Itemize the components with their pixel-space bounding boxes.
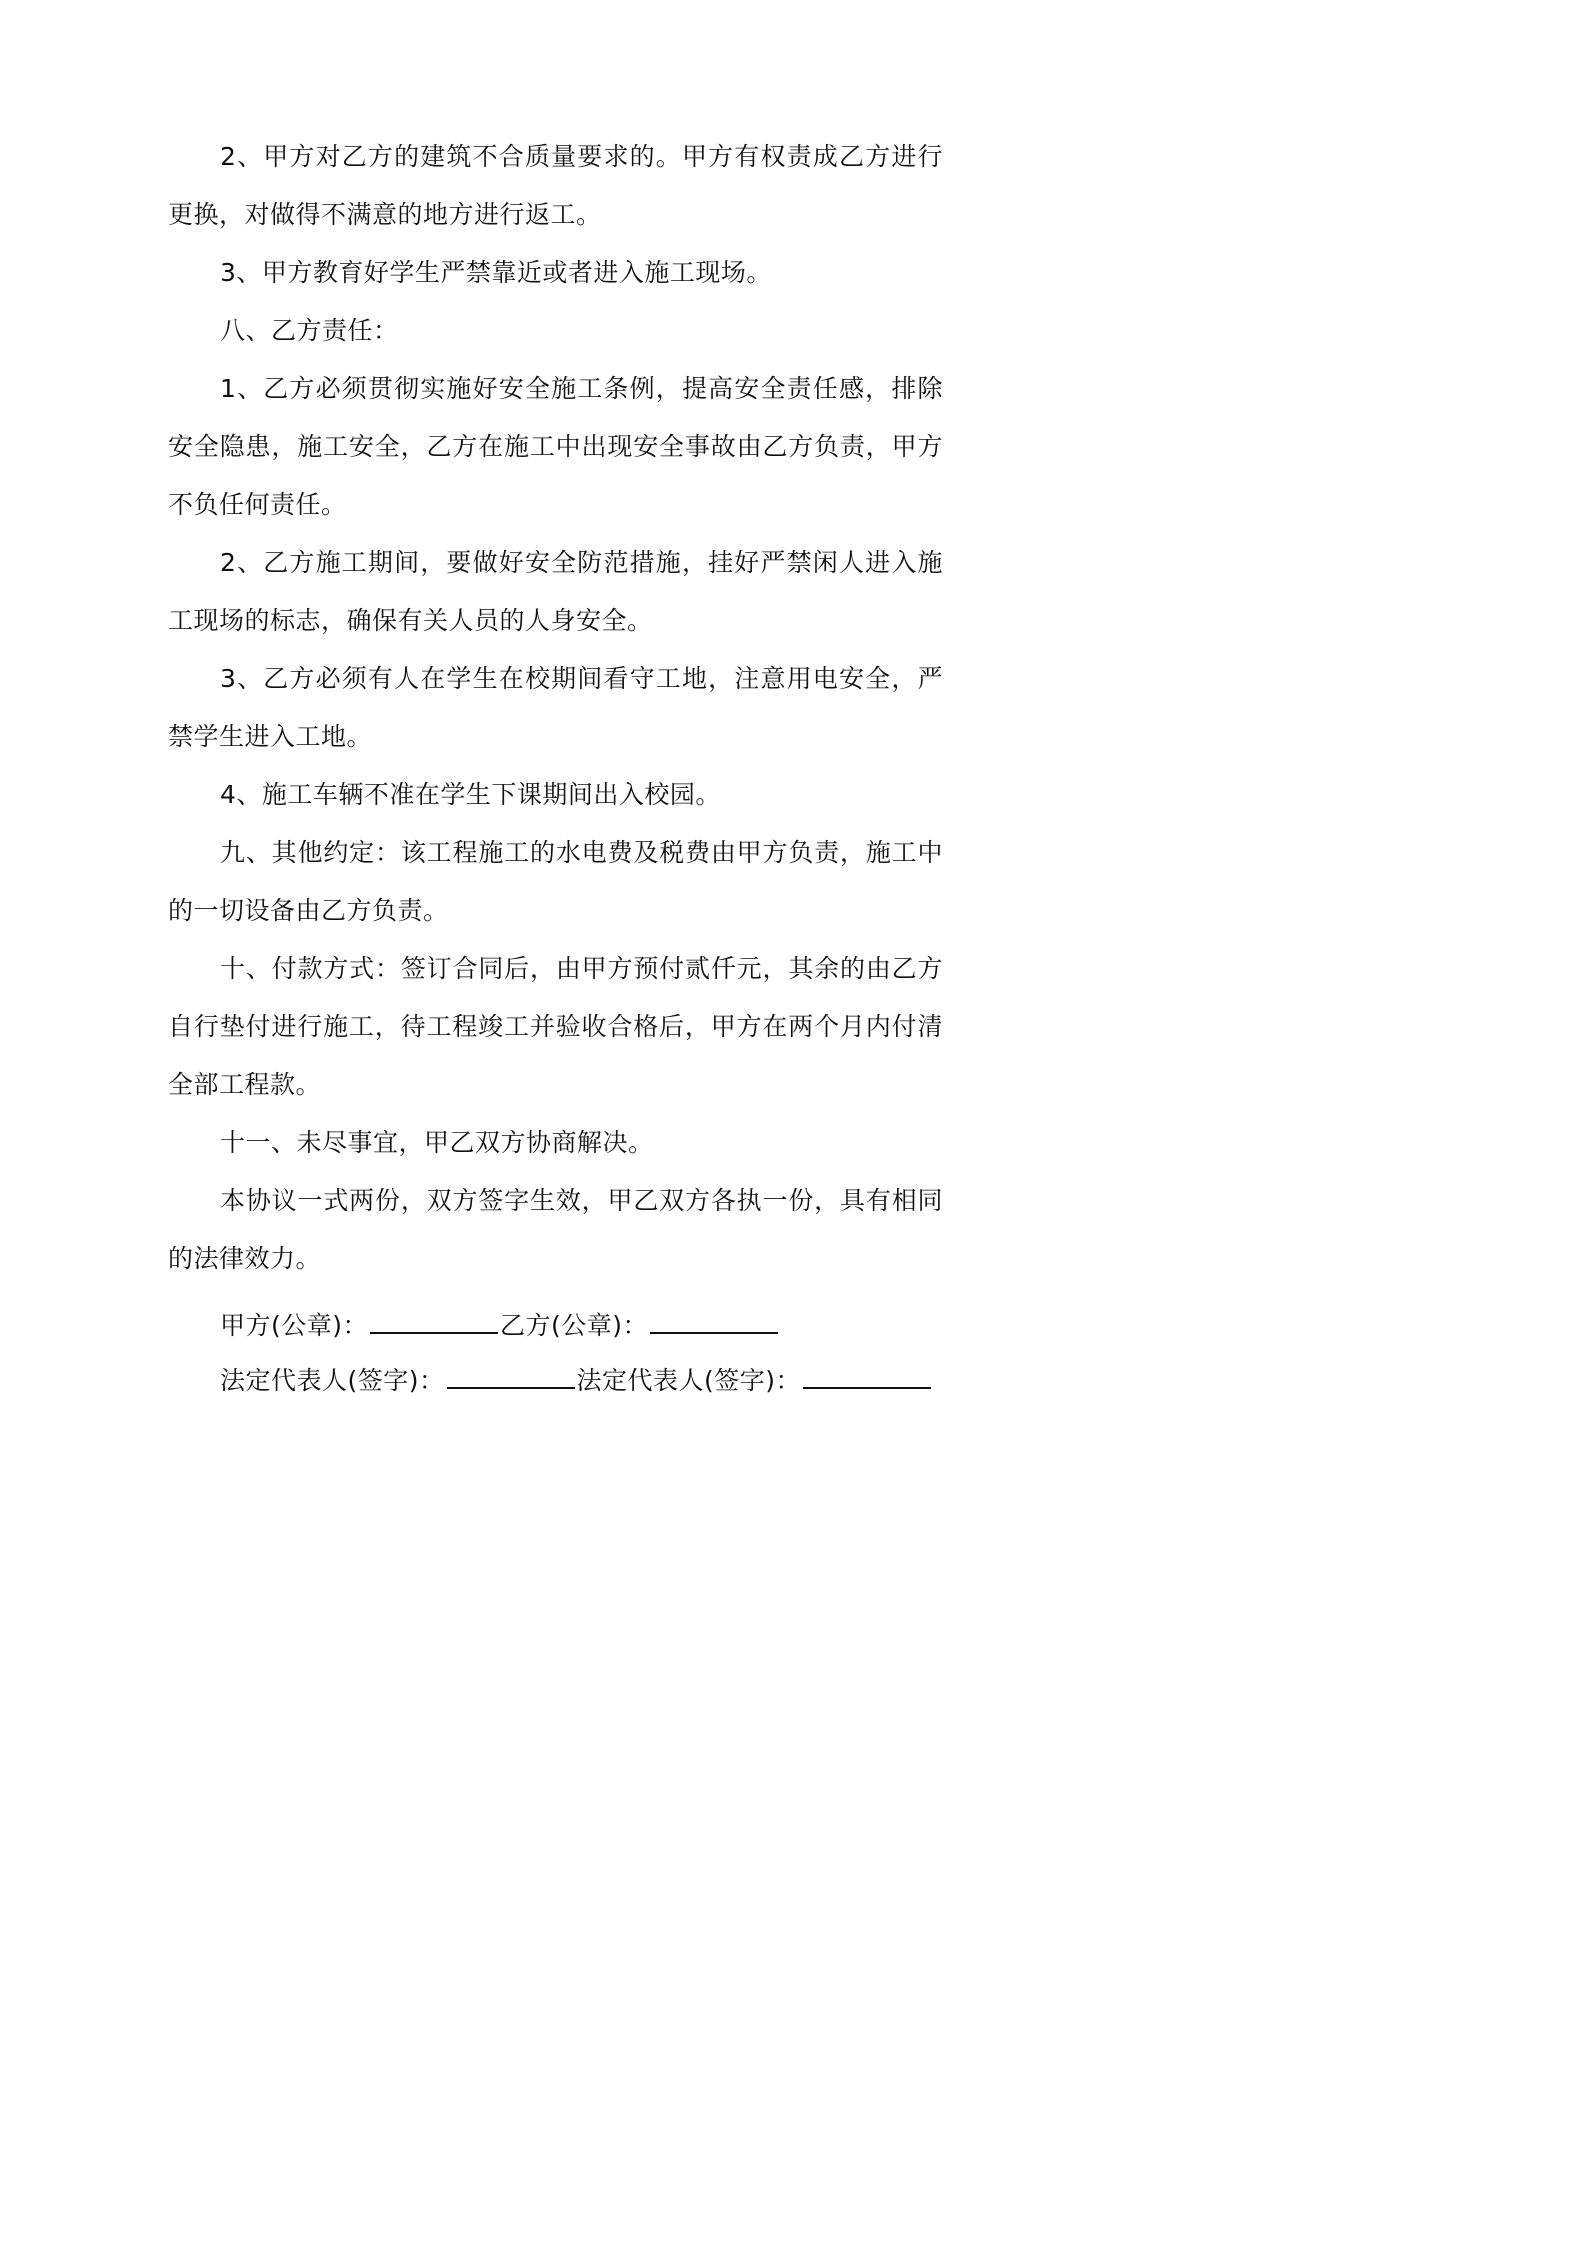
clause-7-3: 3、甲方教育好学生严禁靠近或者进入施工现场。: [220, 258, 772, 287]
contract-body: [168, 128, 943, 1288]
clause-7-2: 2、甲方对乙方的建筑不合质量要求的。甲方有权责成乙方进行更换，对做得不满意的地方进行返工。: [168, 142, 943, 229]
party-b-rep-label: 法定代表人(签字)：: [576, 1366, 802, 1395]
agreement-validity: 本协议一式两份，双方签字生效，甲乙双方各执一份，具有相同的法律效力。: [168, 1186, 943, 1273]
party-b-seal-label: 乙方(公章)：: [500, 1311, 649, 1340]
section-11-unresolved: 十一、未尽事宜，甲乙双方协商解决。: [220, 1128, 654, 1157]
party-a-seal-label: 甲方(公章)：: [220, 1311, 369, 1340]
document-page: [0, 0, 1100, 1558]
representative-row: [220, 1353, 960, 1408]
clause-8-1: 1、乙方必须贯彻实施好安全施工条例，提高安全责任感，排除安全隐患，施工安全，乙方在施工中出现安全事故由乙方负责，甲方不负任何责任。: [168, 374, 943, 519]
clause-8-3: 3、乙方必须有人在学生在校期间看守工地，注意用电安全，严禁学生进入工地。: [168, 664, 943, 751]
party-a-rep-blank[interactable]: [447, 1365, 575, 1389]
clause-8-4: 4、施工车辆不准在学生下课期间出入校园。: [220, 780, 721, 809]
signature-block: [220, 1298, 960, 1408]
party-b-rep-blank[interactable]: [803, 1365, 931, 1389]
section-10-payment: 十、付款方式：签订合同后，由甲方预付贰仟元，其余的由乙方自行垫付进行施工，待工程竣工并验收合格后，甲方在两个月内付清全部工程款。: [168, 954, 943, 1099]
party-a-rep-label: 法定代表人(签字)：: [220, 1366, 445, 1395]
party-b-seal-blank[interactable]: [650, 1310, 778, 1334]
party-a-seal-blank[interactable]: [370, 1310, 498, 1334]
section-8-heading: 八、乙方责任：: [220, 316, 399, 345]
section-9-other: 九、其他约定：该工程施工的水电费及税费由甲方负责，施工中的一切设备由乙方负责。: [168, 838, 943, 925]
seal-row: [220, 1298, 960, 1353]
clause-8-2: 2、乙方施工期间，要做好安全防范措施，挂好严禁闲人进入施工现场的标志，确保有关人员的人身安全。: [168, 548, 943, 635]
